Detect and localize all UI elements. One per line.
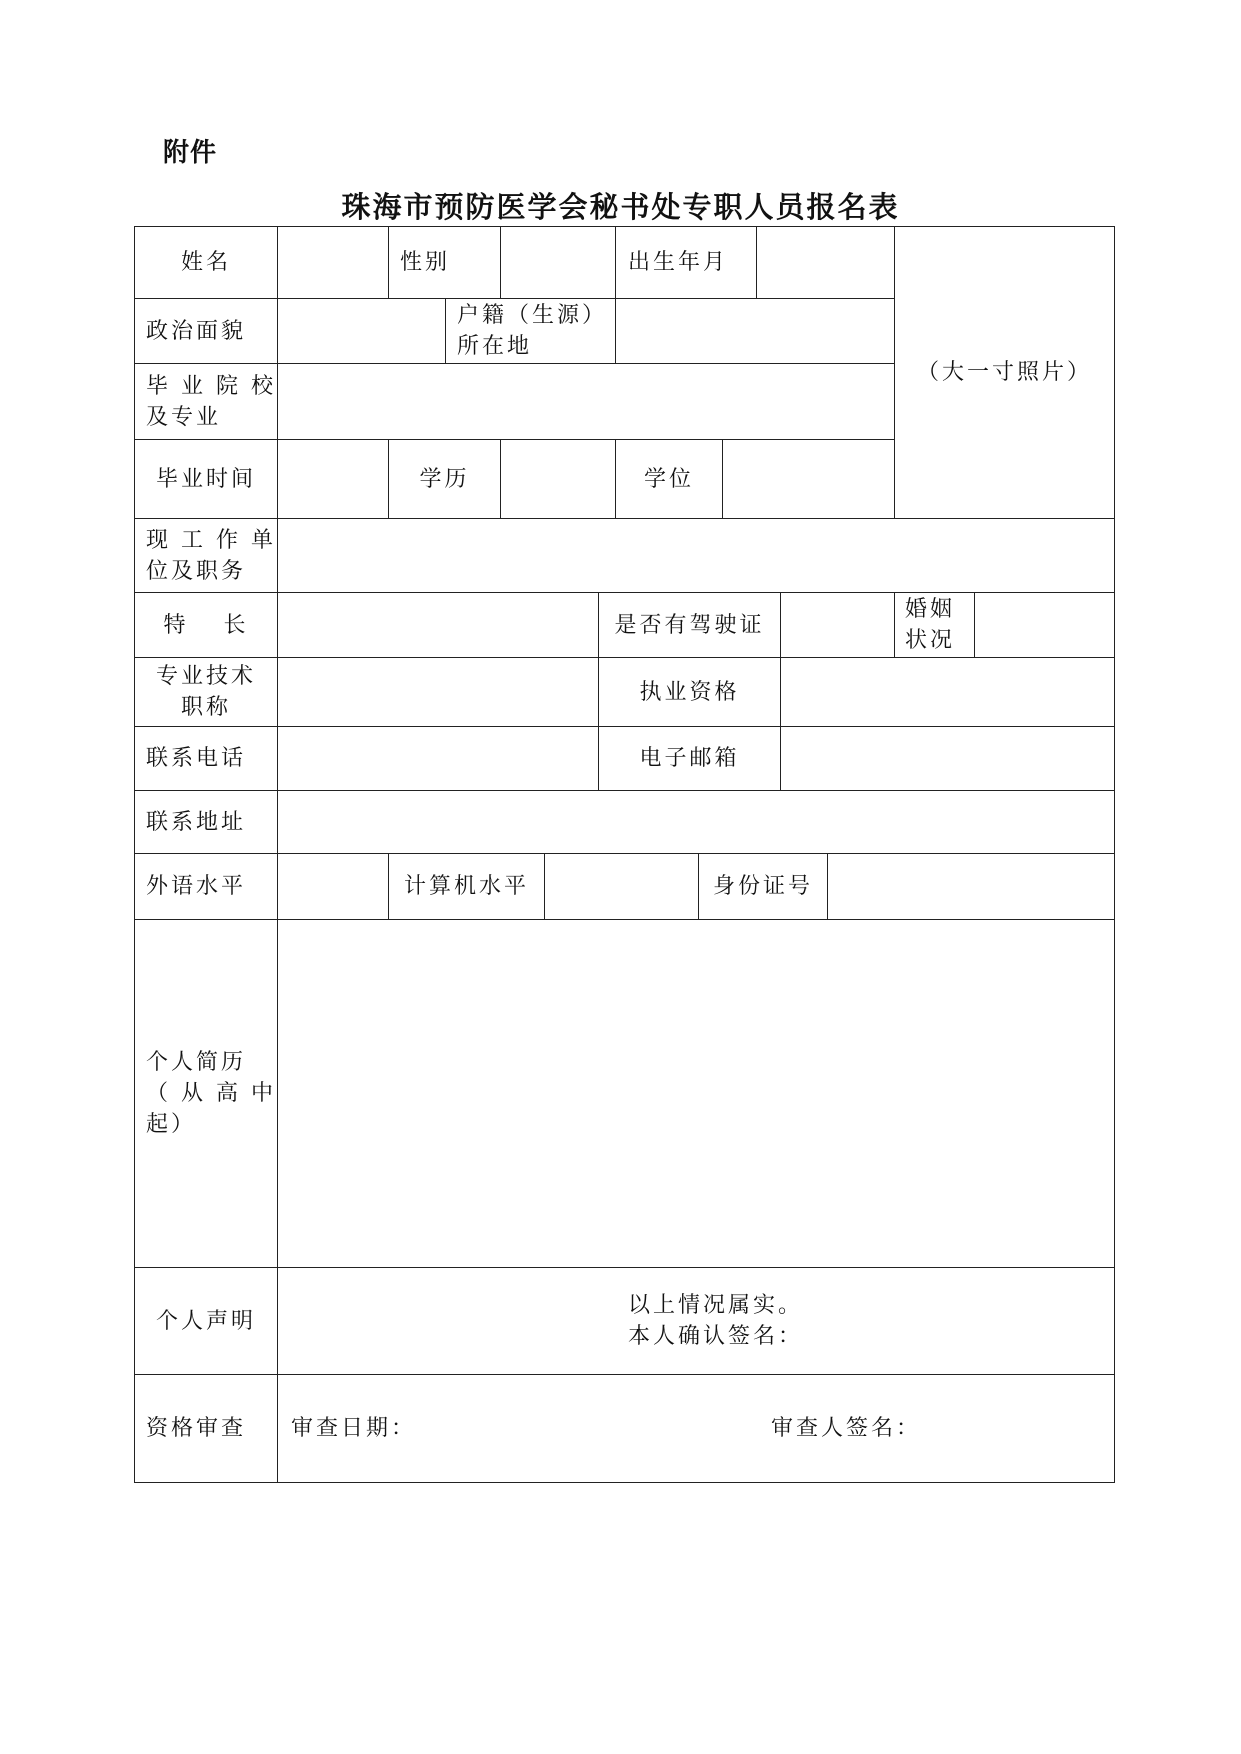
grad-time-value-cell[interactable] xyxy=(277,439,389,519)
specialty-label: 特 长 xyxy=(163,612,249,638)
license-label: 是否有驾驶证 xyxy=(614,612,765,638)
computer-value-cell[interactable] xyxy=(544,853,699,920)
qualification-value-cell[interactable] xyxy=(780,657,1115,727)
specialty-value-cell[interactable] xyxy=(277,592,599,658)
school-label: 毕 业 院 校 及专业 xyxy=(146,373,276,430)
work-label: 现 工 作 单 位及职务 xyxy=(146,527,276,584)
phone-label: 联系电话 xyxy=(146,746,247,771)
gender-value-cell[interactable] xyxy=(500,226,616,299)
hukou-value-cell[interactable] xyxy=(615,298,895,364)
form-title: 珠海市预防医学会秘书处专职人员报名表 xyxy=(341,190,900,224)
birth-label: 出生年月 xyxy=(628,250,729,275)
grad-time-label: 毕业时间 xyxy=(155,466,256,492)
birth-value-cell[interactable] xyxy=(756,226,895,299)
reviewer-signature-label: 审查人签名： xyxy=(771,1416,922,1441)
title-pro-value-cell[interactable] xyxy=(277,657,599,727)
foreign-lang-value-cell[interactable] xyxy=(277,853,389,920)
computer-label: 计算机水平 xyxy=(403,874,529,899)
license-value-cell[interactable] xyxy=(780,592,895,658)
email-label: 电子邮箱 xyxy=(639,746,740,771)
resume-label: 个人简历 （ 从 高 中 起） xyxy=(146,1050,276,1137)
political-value-cell[interactable] xyxy=(277,298,446,364)
school-value-cell[interactable] xyxy=(277,363,895,440)
address-value-cell[interactable] xyxy=(277,790,1115,854)
gender-label: 性别 xyxy=(400,250,451,275)
marital-value-cell[interactable] xyxy=(974,592,1115,658)
political-label: 政治面貌 xyxy=(146,318,247,344)
registration-form-table xyxy=(134,226,1115,1483)
id-number-label: 身份证号 xyxy=(712,874,813,899)
foreign-lang-label: 外语水平 xyxy=(146,874,247,899)
qualification-label: 执业资格 xyxy=(639,679,740,705)
marital-label: 婚姻 状况 xyxy=(905,597,956,653)
declaration-text: 以上情况属实。 本人确认签名： xyxy=(628,1293,804,1349)
hukou-label: 户籍（生源） 所在地 xyxy=(457,303,608,359)
id-number-value-cell[interactable] xyxy=(827,853,1115,920)
name-value-cell[interactable] xyxy=(277,226,389,299)
review-label: 资格审查 xyxy=(146,1416,247,1441)
degree-value-cell[interactable] xyxy=(722,439,895,519)
attachment-label: 附件 xyxy=(163,138,218,168)
address-label: 联系地址 xyxy=(146,809,247,835)
resume-value-cell[interactable] xyxy=(277,919,1115,1268)
phone-value-cell[interactable] xyxy=(277,726,599,791)
education-value-cell[interactable] xyxy=(500,439,616,519)
review-date-label: 审查日期： xyxy=(291,1416,417,1441)
degree-label: 学位 xyxy=(643,466,694,492)
education-label: 学历 xyxy=(419,466,470,492)
declaration-label: 个人声明 xyxy=(155,1308,256,1334)
photo-label: （大一寸照片） xyxy=(916,360,1092,385)
email-value-cell[interactable] xyxy=(780,726,1115,791)
name-label: 姓名 xyxy=(180,250,231,275)
title-pro-label: 专业技术 职称 xyxy=(155,664,256,720)
work-value-cell[interactable] xyxy=(277,518,1115,593)
